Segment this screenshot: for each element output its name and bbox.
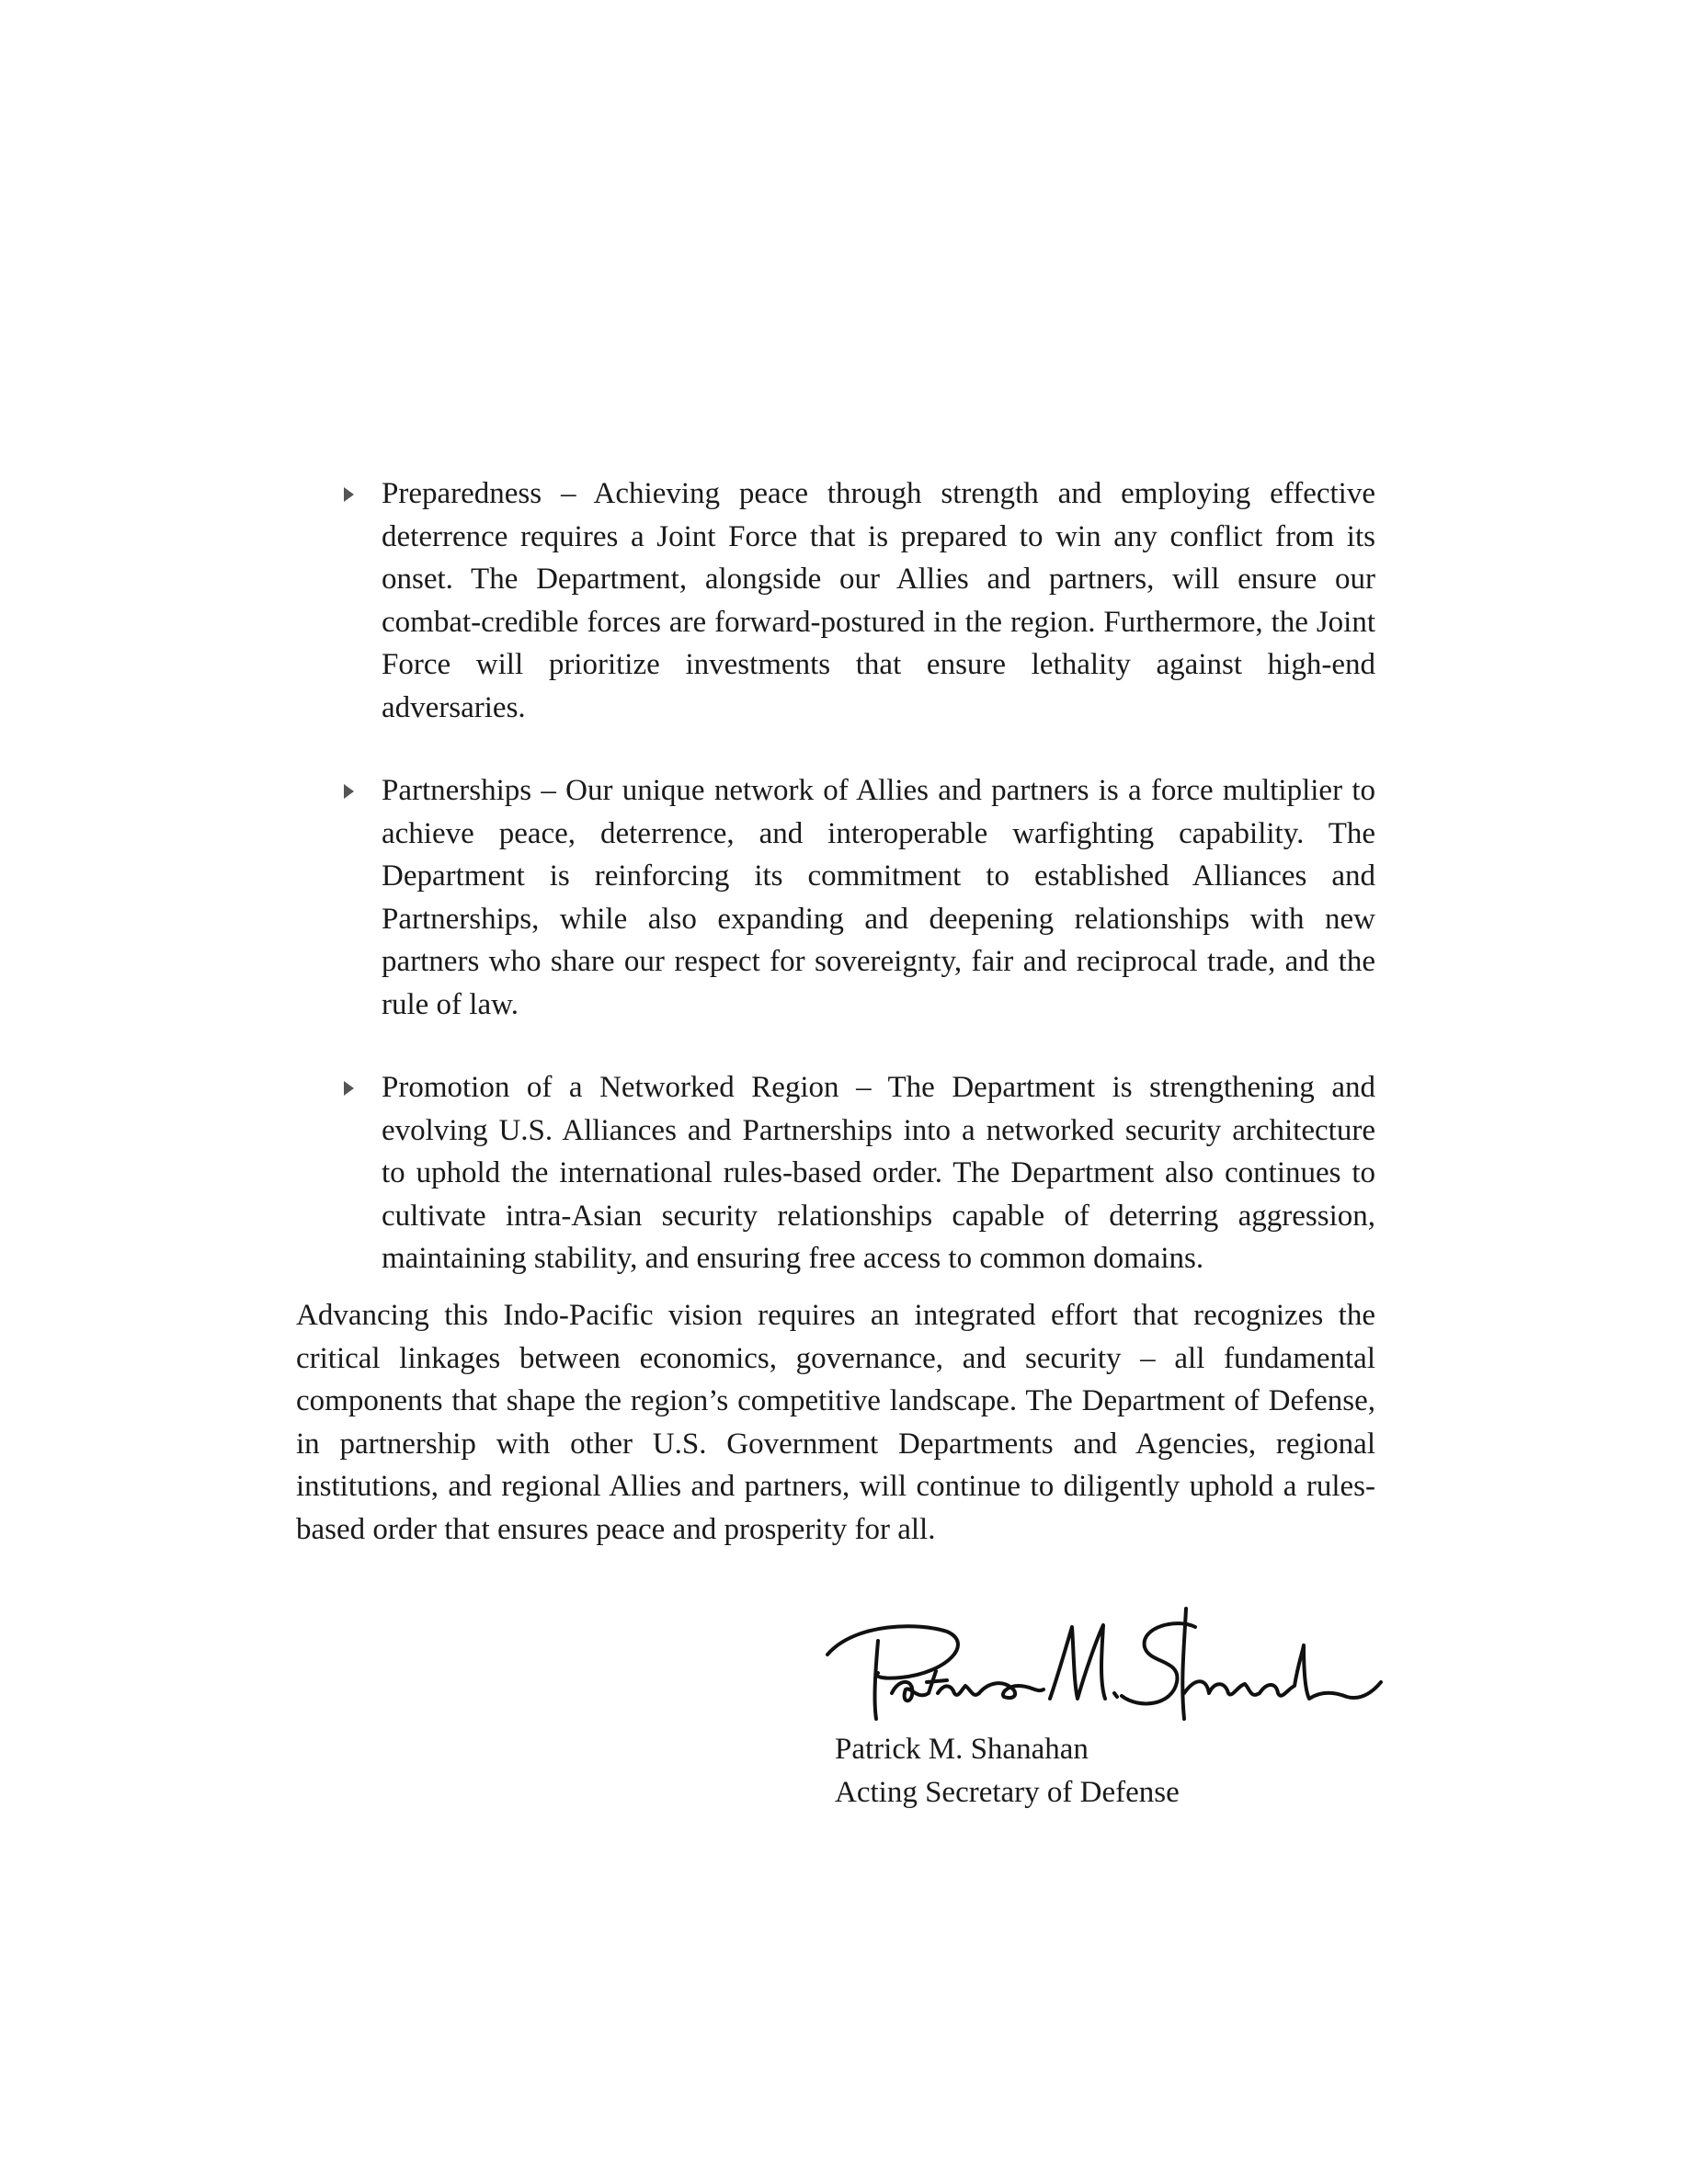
triangle-bullet-icon: [344, 1081, 354, 1096]
bullet-networked-region: [340, 1066, 1375, 1280]
closing-paragraph: Advancing this Indo-Pacific vision requires an integrated effort that recognizes the critical linkages between economics, governance, and security – all fundamental components that shape the region’s competitive landscape. The Department of Defense, in partnership with other U.S. Government Departments and Agencies, regional institutions, and regional Allies and partners, will continue to diligently uphold a rules-based order that ensures peace and prosperity for all.: [296, 1299, 1375, 1546]
bullet-text: Preparedness – Achieving peace through strength and employing effective deterrence requires a Joint Force that is prepared to win any conflict from its onset. The Department, alongside our Allies and partners, will ensure our combat-credible forces are forward-postured in the region. Furthermore, the Joint Force will prioritize investments that ensure lethality against high-end adversaries.: [382, 477, 1375, 724]
signer-block: [835, 1728, 1180, 1814]
bullet-text: Promotion of a Networked Region – The Department is strengthening and evolving U.S. Alliances and Partnerships into a networked security architecture to uphold the international rules-based order. The Department also continues to cultivate intra-Asian security relationships capable of deterring aggression, maintaining stability, and ensuring free access to common domains.: [382, 1071, 1375, 1275]
bullet-list: [340, 472, 1375, 1321]
triangle-bullet-icon: [344, 784, 354, 799]
signer-name: Patrick M. Shanahan: [835, 1733, 1089, 1766]
bullet-text: Partnerships – Our unique network of Allies and partners is a force multiplier to achieve peace, deterrence, and interoperable warfighting capability. The Department is reinforcing its commitment to established Alliances and Partnerships, while also expanding and deepening relationships with new partners who share our respect for sovereignty, fair and reciprocal trade, and the rule of law.: [382, 774, 1375, 1021]
triangle-bullet-icon: [344, 487, 354, 502]
signer-title: Acting Secretary of Defense: [835, 1775, 1180, 1809]
bullet-partnerships: [340, 769, 1375, 1026]
bullet-preparedness: [340, 472, 1375, 729]
handwritten-signature: [791, 1590, 1388, 1728]
